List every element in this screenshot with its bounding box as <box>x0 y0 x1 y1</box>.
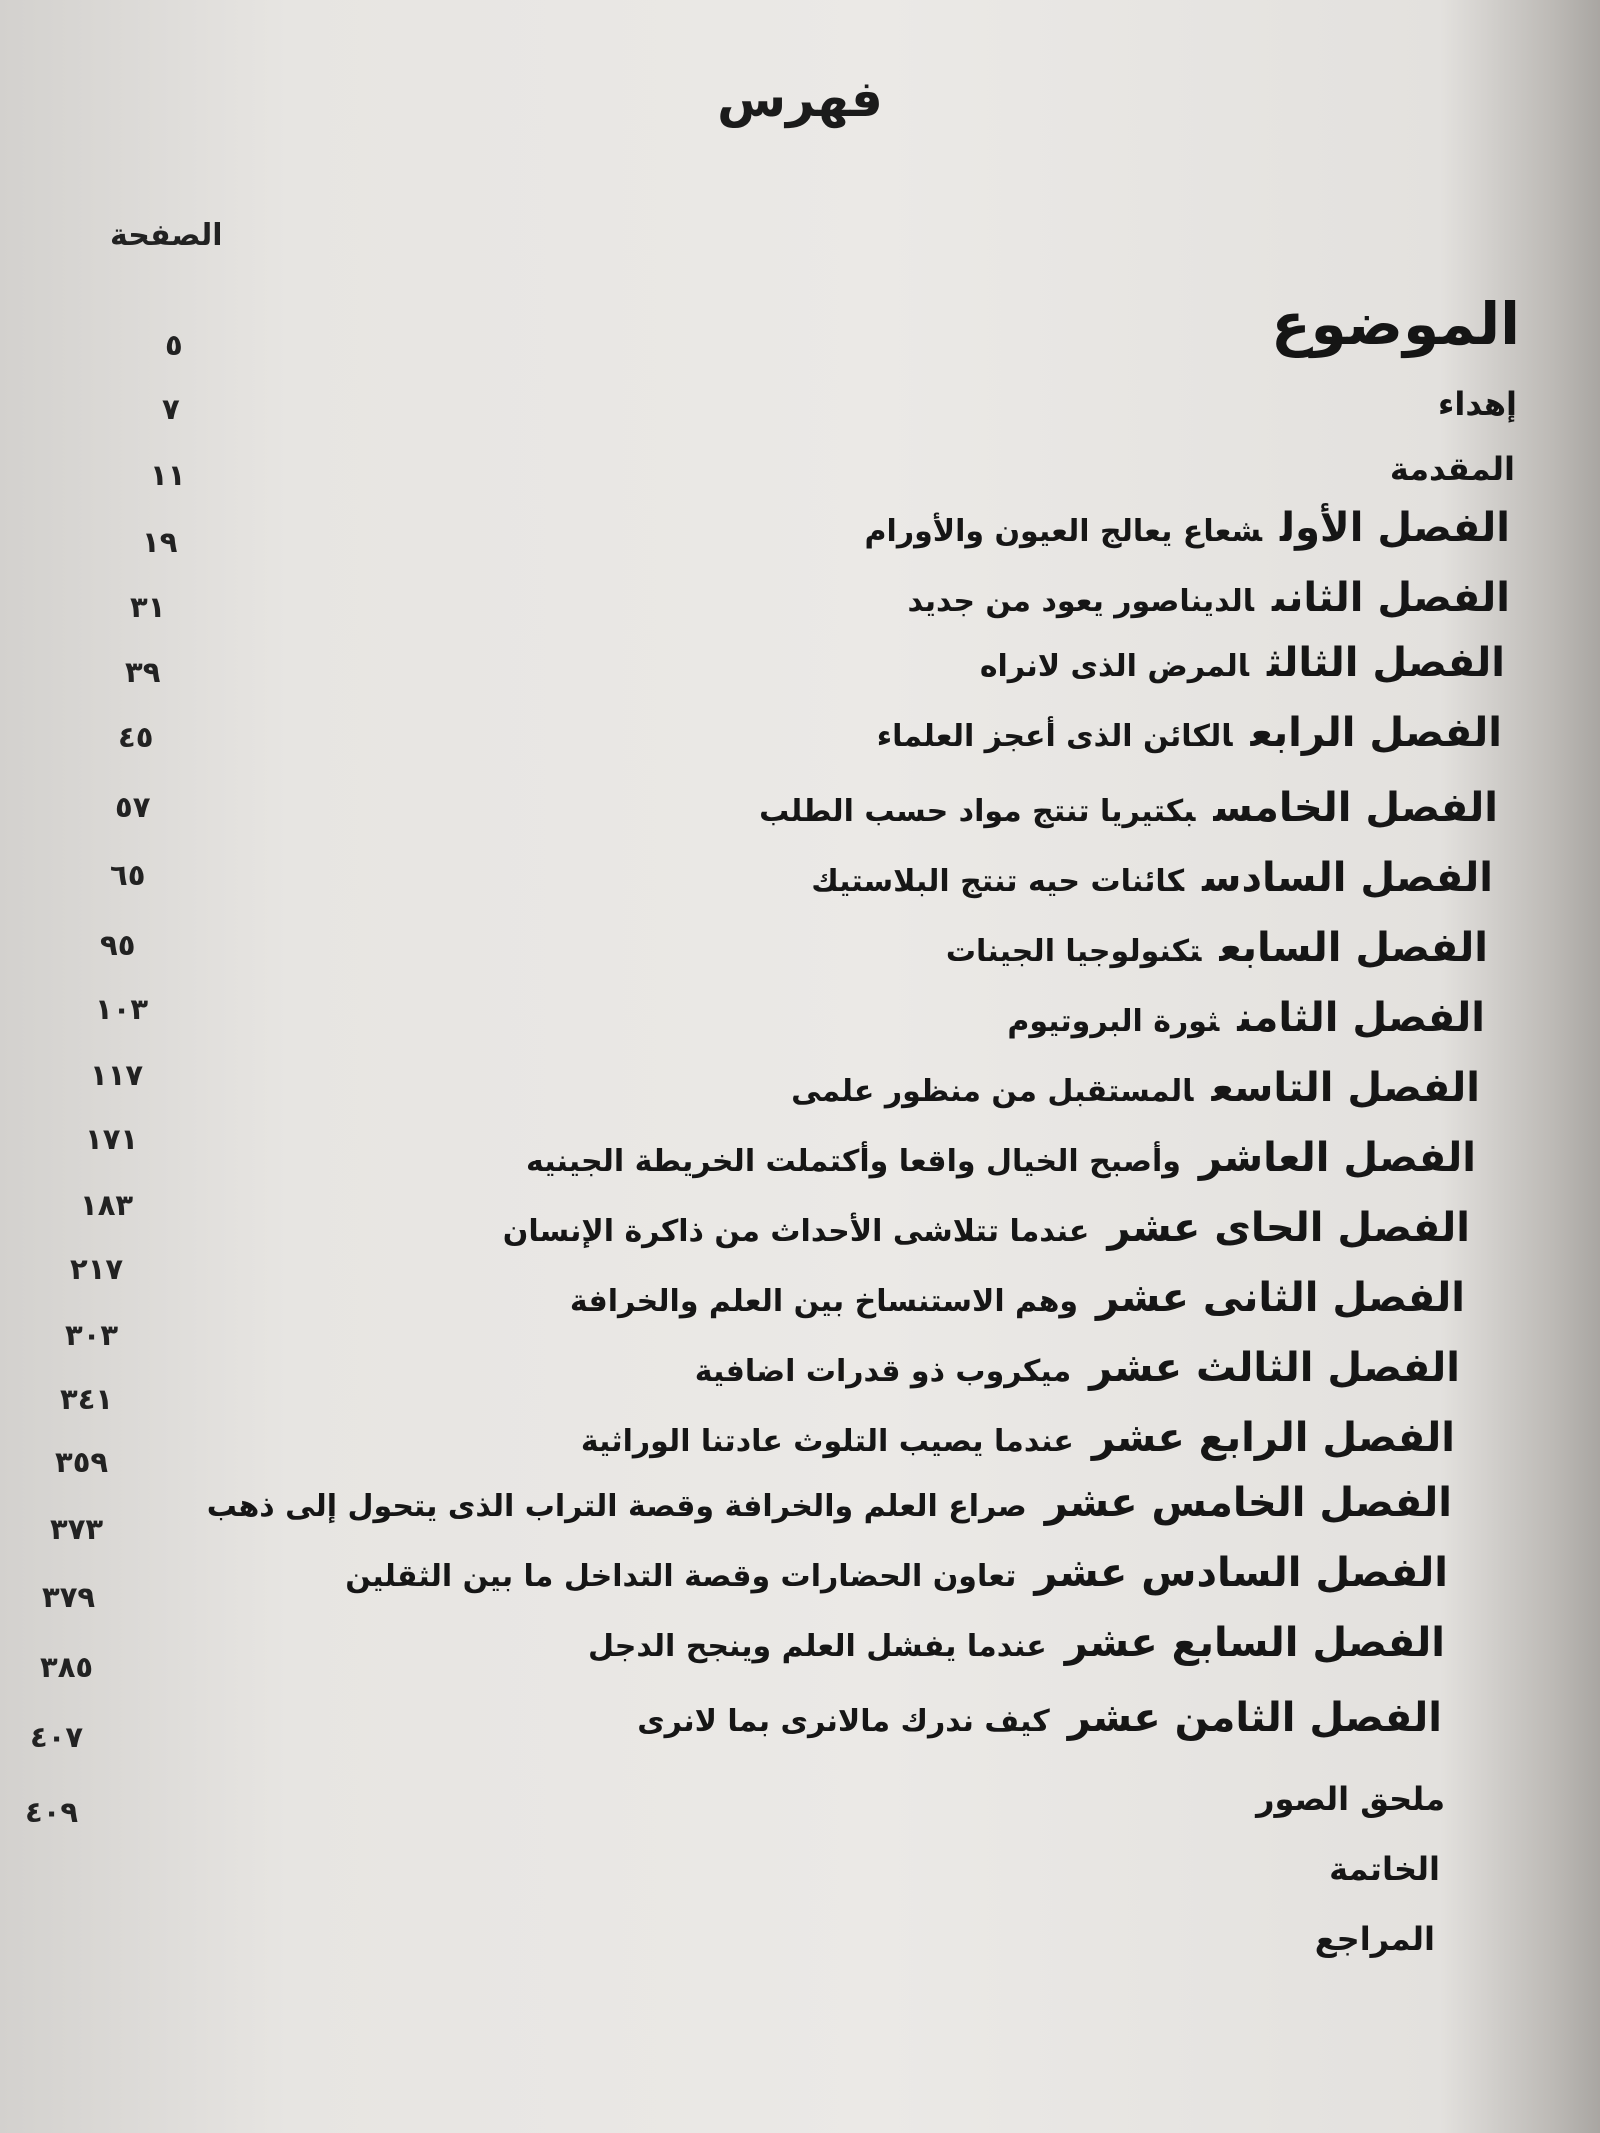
toc-entry-title <box>207 1480 1452 1526</box>
page-number: ٤٠٩ <box>25 1795 79 1829</box>
chapter-label: الفصل السابع <box>1219 925 1488 971</box>
page-number-column-header: الصفحة <box>110 218 223 253</box>
toc-entry-title <box>1315 1920 1435 1958</box>
page-number: ٢١٧ <box>70 1252 124 1286</box>
toc-entry-title <box>980 640 1505 686</box>
page-number: ٣٨٥ <box>40 1650 94 1684</box>
chapter-label: الفصل الرابع <box>1250 710 1502 756</box>
page-number: ١١ <box>150 458 186 492</box>
page-number: ١٠٣ <box>95 992 149 1026</box>
page-number: ٣٧٣ <box>50 1512 104 1546</box>
chapter-title: كائنات حيه تنتج البلاستيك <box>811 864 1185 899</box>
toc-entry-title <box>637 1695 1442 1741</box>
toc-entry-title <box>526 1135 1476 1181</box>
toc-entry-title <box>1256 1780 1445 1818</box>
chapter-title: الديناصور يعود من جديد <box>907 584 1254 619</box>
chapter-title: المرض الذى لانراه <box>979 649 1249 684</box>
section-title: إهداء <box>1438 385 1517 423</box>
page-number: ٦٥ <box>110 858 146 892</box>
toc-entry-title <box>865 505 1510 551</box>
toc-entry-title <box>1329 1850 1440 1888</box>
chapter-title: المستقبل من منظور علمى <box>791 1074 1194 1109</box>
chapter-title: الكائن الذى أعجز العلماء <box>876 719 1233 754</box>
chapter-label: الفصل التاسع <box>1211 1065 1480 1111</box>
chapter-label: الفصل الأول <box>1280 505 1510 551</box>
page-number: ٣٤١ <box>60 1382 114 1416</box>
chapter-label: الفصل الثالث <box>1267 640 1505 686</box>
chapter-label: الفصل الثانى <box>1272 575 1510 621</box>
toc-entry-title <box>907 575 1510 621</box>
chapter-title: بكتيريا تنتج مواد حسب الطلب <box>759 794 1196 829</box>
page-number: ٤٠٧ <box>30 1720 84 1754</box>
chapter-label: الفصل السادس عشر <box>1034 1550 1448 1596</box>
chapter-title: عندما يصيب التلوث عادتنا الوراثية <box>580 1424 1074 1459</box>
page-number: ٣٩ <box>125 655 161 689</box>
chapter-label: الفصل العاشر <box>1198 1135 1476 1181</box>
chapter-title: وهم الاستنساخ بين العلم والخرافة <box>569 1284 1079 1319</box>
chapter-label: الفصل السابع عشر <box>1064 1620 1445 1666</box>
page-number: ١٨٣ <box>80 1188 134 1222</box>
section-title: المقدمة <box>1389 450 1515 488</box>
chapter-label: الفصل الخامس <box>1213 785 1498 831</box>
chapter-title: صراع العلم والخرافة وقصة التراب الذى يتحول إلى ذهب <box>206 1489 1027 1524</box>
page-number: ١١٧ <box>90 1058 144 1092</box>
chapter-label: الفصل الثامن <box>1237 995 1485 1041</box>
page-number: ٣٥٩ <box>55 1445 109 1479</box>
chapter-title: شعاع يعالج العيون والأورام <box>864 514 1263 549</box>
chapter-label: الفصل الثامن عشر <box>1067 1695 1442 1741</box>
page-number: ٧ <box>162 392 180 426</box>
chapter-title: وأصبح الخيال واقعا وأكتملت الخريطة الجينيه <box>526 1144 1181 1179</box>
toc-entry-title <box>1438 385 1517 423</box>
page-number: ٥ <box>165 328 183 362</box>
chapter-title: تعاون الحضارات وقصة التداخل ما بين الثقلين <box>345 1559 1017 1594</box>
chapter-label: الفصل الثانى عشر <box>1096 1275 1465 1321</box>
toc-entry-title <box>345 1550 1448 1596</box>
toc-entry-title <box>1390 450 1515 488</box>
chapter-label: الفصل السادس <box>1202 855 1493 901</box>
chapter-label: الفصل الثالث عشر <box>1089 1345 1460 1391</box>
page-number: ٣٧٩ <box>42 1580 96 1614</box>
chapter-title: كيف ندرك مالانرى بما لانرى <box>637 1704 1050 1739</box>
toc-entry-title <box>1007 995 1485 1041</box>
page-title: فهرس <box>717 70 883 128</box>
section-title: ملحق الصور <box>1256 1780 1445 1818</box>
toc-entry-title <box>695 1345 1460 1391</box>
page-number: ٤٥ <box>118 720 154 754</box>
toc-entry-title <box>946 925 1488 971</box>
toc-entry-title <box>877 710 1502 756</box>
toc-entry-title <box>588 1620 1445 1666</box>
chapter-title: ثورة البروتيوم <box>1007 1004 1220 1039</box>
page-number: ٣١ <box>130 590 166 624</box>
subject-column-header: الموضوع <box>1271 290 1520 358</box>
chapter-label: الفصل الحاى عشر <box>1107 1205 1470 1251</box>
toc-entry-title <box>570 1275 1465 1321</box>
toc-entry-title <box>503 1205 1470 1251</box>
chapter-title: عندما تتلاشى الأحداث من ذاكرة الإنسان <box>502 1214 1090 1249</box>
chapter-label: الفصل الرابع عشر <box>1091 1415 1455 1461</box>
page-number: ٥٧ <box>115 790 151 824</box>
section-title: المراجع <box>1314 1920 1435 1958</box>
toc-entry-title <box>759 785 1498 831</box>
page-number: ٩٥ <box>100 928 136 962</box>
section-title: الخاتمة <box>1329 1850 1440 1888</box>
chapter-title: ميكروب ذو قدرات اضافية <box>694 1354 1072 1389</box>
toc-entry-title <box>581 1415 1455 1461</box>
page-number: ٣٠٣ <box>65 1318 119 1352</box>
chapter-title: تكنولوجيا الجينات <box>945 934 1202 969</box>
toc-entry-title <box>791 1065 1480 1111</box>
toc-entry-title <box>811 855 1493 901</box>
page-number: ١٧١ <box>85 1122 139 1156</box>
page-number: ١٩ <box>142 525 178 559</box>
chapter-label: الفصل الخامس عشر <box>1044 1480 1452 1526</box>
chapter-title: عندما يفشل العلم وينجح الدجل <box>588 1629 1047 1664</box>
